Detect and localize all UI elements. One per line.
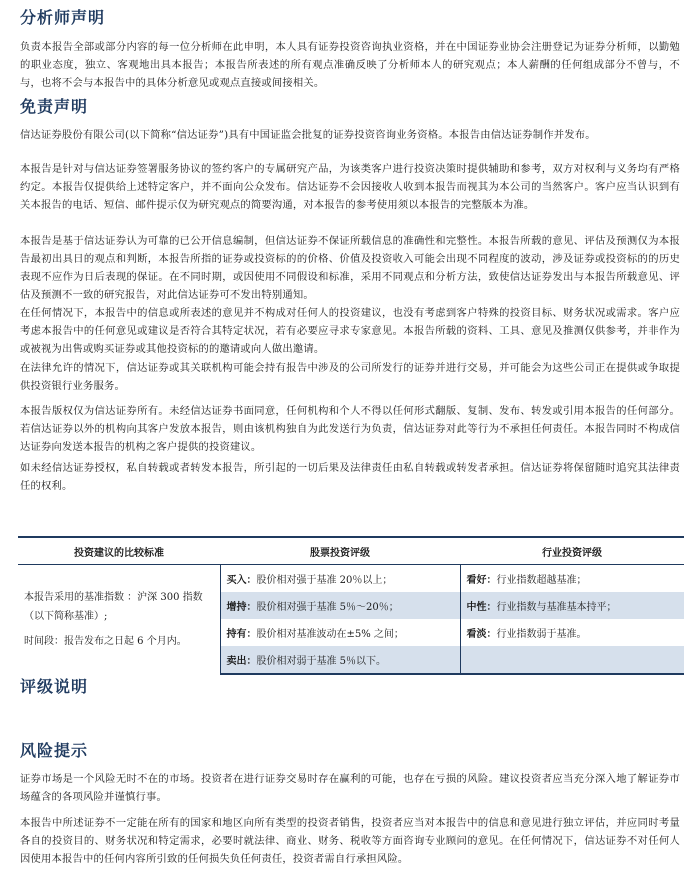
disclaimer-paragraph: 在任何情况下，本报告中的信息或所表述的意见并不构成对任何人的投资建议，也没有考虑到客户特殊的投资目标、财务状况或需求。客户应考虑本报告中的任何意见或建议是否符合其特定状况，若有必要应寻求专家意见。本报告所载的资料、工具、意见及推测仅供参考，并非作为或被视为出售或购买证券或其他投资标的的邀请或向人做出邀请。	[20, 307, 680, 355]
rating-label: 看好：	[466, 575, 497, 586]
rating-text: 股价相对基准波动在±5% 之间；	[256, 629, 404, 640]
risk-title: 风险提示	[20, 741, 89, 760]
stock-rating-overweight	[220, 592, 460, 619]
risk-paragraph: 本报告中所述证券不一定能在所有的国家和地区向所有类型的投资者销售，投资者应当对本报告中的信息和意见进行独立评估，并应同时考量各自的投资目的、财务状况和特定需求，必要时就法律、商业、财务、税收等方面咨询专业顾问的意见。在任何情况下，信达证券不对任何人因使用本报告中的任何内容所引致的任何损失负任何责任，投资者需自行承担风险。	[20, 817, 680, 865]
benchmark-index: 本报告采用的基准指数 ：沪深 300 指数（以下简称基准）;	[24, 592, 203, 622]
rating-label: 增持：	[226, 602, 257, 613]
rating-text: 股价相对强于基准 20％以上；	[256, 575, 393, 586]
disclaimer-paragraph: 信达证券股份有限公司(以下简称“信达证券”)具有中国证监会批复的证券投资咨询业务资格。本报告由信达证券制作并发布。	[20, 129, 596, 141]
risk-paragraph: 证券市场是一个风险无时不在的市场。投资者在进行证券交易时存在赢利的可能，也存在亏损的风险。建议投资者应当充分深入地了解证券市场蕴含的各项风险并谨慎行事。	[20, 773, 680, 803]
stock-rating-sell	[220, 646, 460, 674]
industry-rating-negative	[460, 619, 684, 646]
industry-rating-empty	[460, 646, 684, 674]
rating-text: 股价相对弱于基准 5％以下。	[256, 656, 387, 667]
disclaimer-paragraph: 本报告是基于信达证券认为可靠的已公开信息编制，但信达证券不保证所载信息的准确性和完整性。本报告所载的意见、评估及预测仅为本报告最初出具日的观点和判断，本报告所指的证券或投资标的的价格、价值及投资收入可能会出现不同程度的波动，涉及证券或投资标的的历史表现不应作为日后表现的保证。在不同时期，或因使用不同假设和标准，采用不同观点和分析方法，致使信达证券发出与本报告所载意见、评估及预测不一致的研究报告，对此信达证券可不发出特别通知。	[20, 235, 680, 301]
disclaimer-paragraph: 本报告是针对与信达证券签署服务协议的签约客户的专属研究产品，为该类客户进行投资决策时提供辅助和参考，双方对权利与义务均有严格约定。本报告仅提供给上述特定客户，并不面向公众发布。信达证券不会因接收人收到本报告而视其为本公司的当然客户。客户应当认识到有关本报告的电话、短信、邮件提示仅为研究观点的简要沟通，对本报告的参考使用须以本报告的完整版本为准。	[20, 163, 680, 211]
disclaimer-paragraph: 在法律允许的情况下，信达证券或其关联机构可能会持有报告中涉及的公司所发行的证券并进行交易，并可能会为这些公司正在提供或争取提供投资银行业务服务。	[20, 362, 680, 392]
stock-rating-hold	[220, 619, 460, 646]
analyst-statement-title: 分析师声明	[20, 8, 106, 27]
rating-text: 行业指数与基准基本持平；	[496, 602, 617, 613]
benchmark-period: 时间段：报告发布之日起 6 个月内。	[24, 636, 187, 647]
table-header-benchmark: 投资建议的比较标准	[18, 537, 220, 565]
rating-label: 卖出：	[226, 656, 257, 667]
rating-text: 行业指数超越基准；	[496, 575, 587, 586]
rating-label: 持有：	[226, 629, 257, 640]
table-header-industry-rating: 行业投资评级	[460, 537, 684, 565]
rating-label: 看淡：	[466, 629, 497, 640]
rating-text: 行业指数弱于基准。	[496, 629, 587, 640]
disclaimer-paragraph: 本报告版权仅为信达证券所有。未经信达证券书面同意，任何机构和个人不得以任何形式翻版、复制、发布、转发或引用本报告的任何部分。若信达证券以外的机构向其客户发放本报告，则由该机构独自为此发送行为负责，信达证券对此等行为不承担任何责任。本报告同时不构成信达证券向发送本报告的机构之客户提供的投资建议。	[20, 405, 680, 453]
disclaimer-title: 免责声明	[20, 97, 89, 116]
stock-rating-buy	[220, 565, 460, 593]
benchmark-cell	[18, 565, 220, 675]
industry-rating-positive	[460, 565, 684, 593]
rating-note-title: 评级说明	[20, 677, 89, 696]
disclaimer-paragraph: 如未经信达证券授权，私自转载或者转发本报告，所引起的一切后果及法律责任由私自转载或转发者承担。信达证券将保留随时追究其法律责任的权利。	[20, 462, 680, 492]
analyst-statement-body: 负责本报告全部或部分内容的每一位分析师在此申明，本人具有证券投资咨询执业资格，并在中国证券业协会注册登记为证券分析师，以勤勉的职业态度，独立、客观地出具本报告；本报告所表述的所有观点准确反映了分析师本人的研究观点；本人薪酬的任何组成部分不曾与，不与，也将不会与本报告中的具体分析意见或观点直接或间接相关。	[20, 41, 680, 89]
rating-table	[18, 536, 684, 675]
rating-label: 买入：	[226, 575, 257, 586]
rating-label: 中性：	[466, 602, 497, 613]
rating-text: 股价相对强于基准 5％～20％；	[256, 602, 399, 613]
table-header-stock-rating: 股票投资评级	[220, 537, 460, 565]
industry-rating-neutral	[460, 592, 684, 619]
